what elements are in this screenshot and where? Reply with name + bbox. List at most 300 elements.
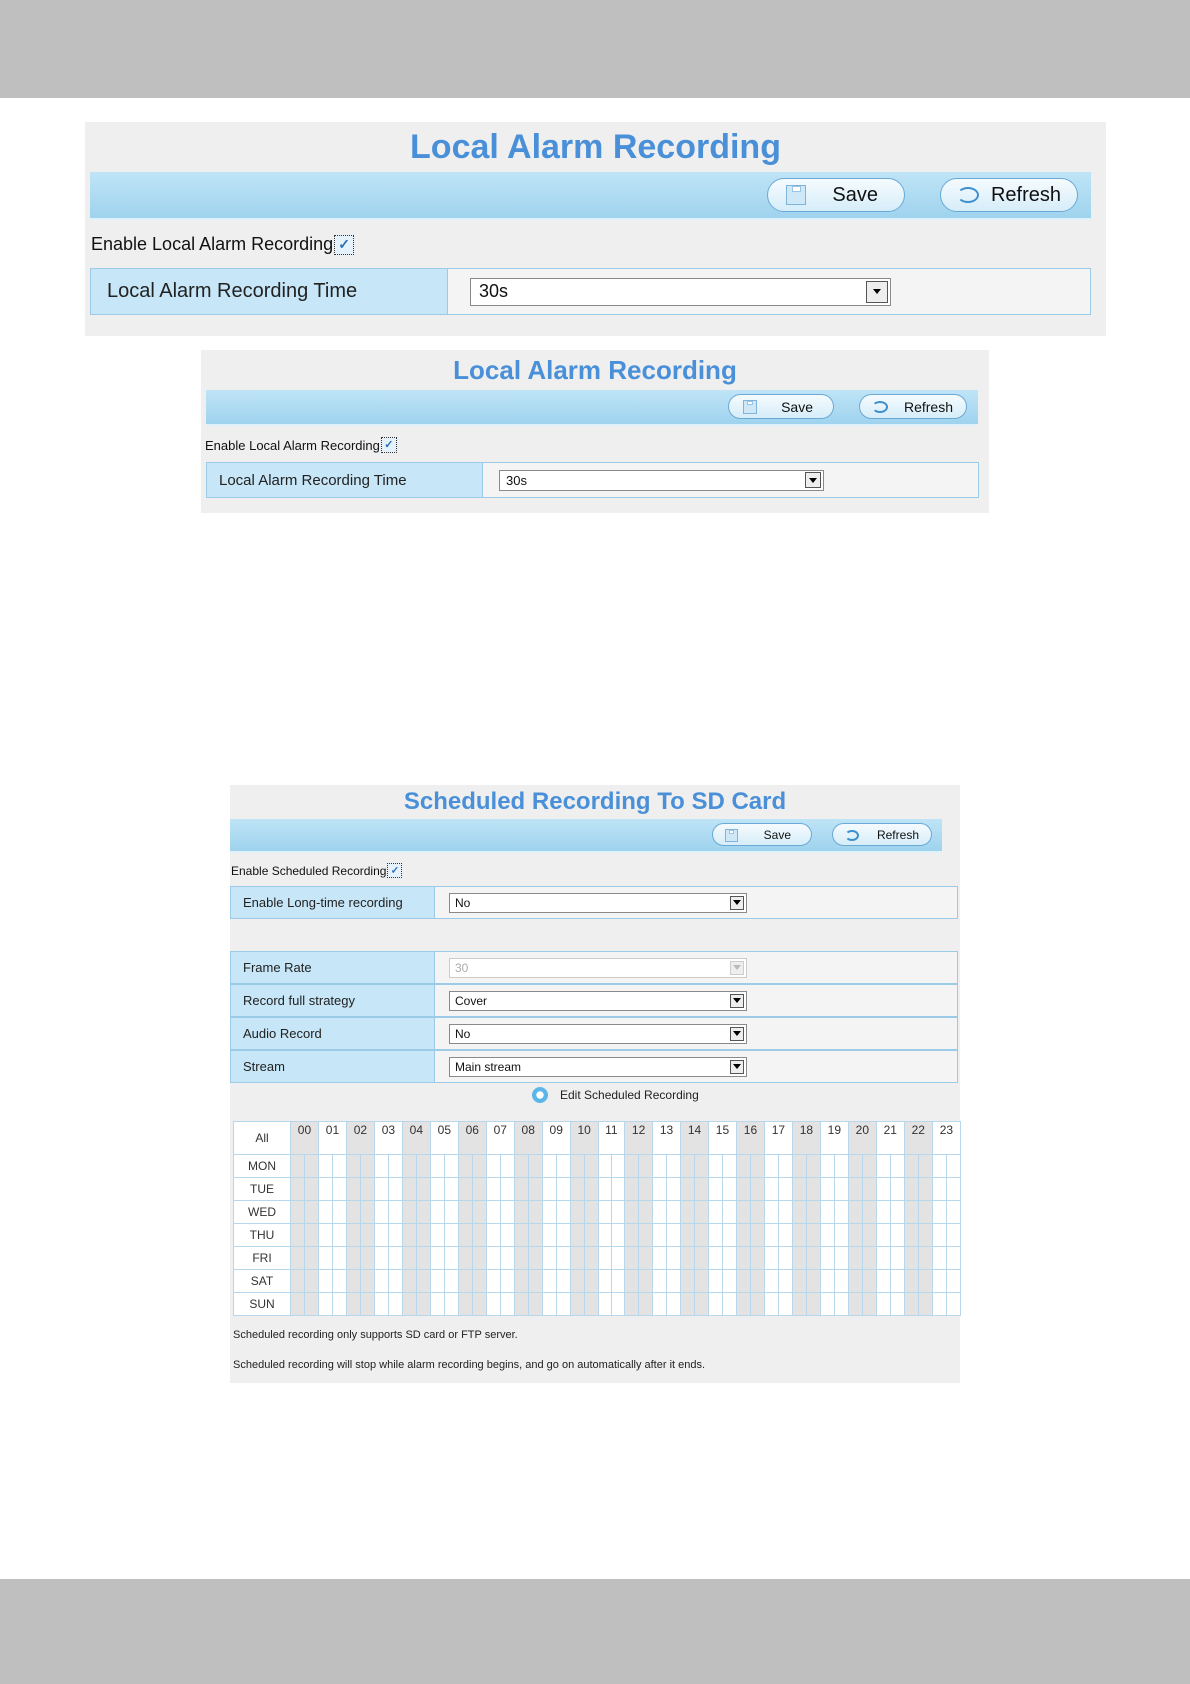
enable-checkbox[interactable] bbox=[334, 235, 354, 255]
schedule-cell[interactable] bbox=[625, 1224, 639, 1247]
schedule-cell[interactable] bbox=[820, 1270, 834, 1293]
schedule-cell[interactable] bbox=[542, 1201, 556, 1224]
schedule-cell[interactable] bbox=[653, 1247, 667, 1270]
schedule-cell[interactable] bbox=[778, 1155, 792, 1178]
schedule-cell[interactable] bbox=[876, 1155, 890, 1178]
schedule-cell[interactable] bbox=[472, 1155, 486, 1178]
schedule-cell[interactable] bbox=[890, 1293, 904, 1316]
schedule-cell[interactable] bbox=[360, 1178, 374, 1201]
schedule-cell[interactable] bbox=[318, 1293, 332, 1316]
schedule-cell[interactable] bbox=[722, 1224, 736, 1247]
hour-header[interactable]: 16 bbox=[736, 1122, 764, 1155]
schedule-cell[interactable] bbox=[681, 1247, 695, 1270]
schedule-cell[interactable] bbox=[722, 1178, 736, 1201]
schedule-cell[interactable] bbox=[695, 1201, 709, 1224]
schedule-cell[interactable] bbox=[458, 1247, 472, 1270]
schedule-cell[interactable] bbox=[444, 1178, 458, 1201]
schedule-cell[interactable] bbox=[820, 1201, 834, 1224]
schedule-cell[interactable] bbox=[932, 1270, 946, 1293]
schedule-cell[interactable] bbox=[722, 1293, 736, 1316]
schedule-cell[interactable] bbox=[806, 1247, 820, 1270]
schedule-cell[interactable] bbox=[890, 1201, 904, 1224]
schedule-cell[interactable] bbox=[625, 1201, 639, 1224]
schedule-cell[interactable] bbox=[639, 1293, 653, 1316]
schedule-cell[interactable] bbox=[862, 1224, 876, 1247]
schedule-cell[interactable] bbox=[500, 1201, 514, 1224]
schedule-cell[interactable] bbox=[876, 1224, 890, 1247]
schedule-cell[interactable] bbox=[444, 1155, 458, 1178]
schedule-cell[interactable] bbox=[514, 1224, 528, 1247]
schedule-cell[interactable] bbox=[570, 1178, 584, 1201]
schedule-cell[interactable] bbox=[360, 1201, 374, 1224]
schedule-cell[interactable] bbox=[848, 1270, 862, 1293]
schedule-cell[interactable] bbox=[862, 1178, 876, 1201]
schedule-cell[interactable] bbox=[792, 1293, 806, 1316]
schedule-cell[interactable] bbox=[374, 1178, 388, 1201]
schedule-cell[interactable] bbox=[556, 1201, 570, 1224]
schedule-cell[interactable] bbox=[598, 1293, 611, 1316]
schedule-cell[interactable] bbox=[792, 1178, 806, 1201]
schedule-cell[interactable] bbox=[639, 1178, 653, 1201]
schedule-cell[interactable] bbox=[528, 1155, 542, 1178]
schedule-cell[interactable] bbox=[611, 1224, 624, 1247]
schedule-cell[interactable] bbox=[360, 1224, 374, 1247]
chevron-down-icon[interactable] bbox=[730, 994, 744, 1008]
schedule-cell[interactable] bbox=[946, 1155, 960, 1178]
schedule-cell[interactable] bbox=[346, 1224, 360, 1247]
schedule-cell[interactable] bbox=[318, 1155, 332, 1178]
schedule-cell[interactable] bbox=[681, 1201, 695, 1224]
schedule-cell[interactable] bbox=[584, 1270, 598, 1293]
hour-header[interactable]: 20 bbox=[848, 1122, 876, 1155]
hour-header[interactable]: 09 bbox=[542, 1122, 570, 1155]
schedule-cell[interactable] bbox=[304, 1270, 318, 1293]
schedule-cell[interactable] bbox=[598, 1224, 611, 1247]
schedule-cell[interactable] bbox=[848, 1293, 862, 1316]
schedule-cell[interactable] bbox=[346, 1201, 360, 1224]
schedule-cell[interactable] bbox=[304, 1201, 318, 1224]
schedule-cell[interactable] bbox=[542, 1270, 556, 1293]
schedule-cell[interactable] bbox=[792, 1201, 806, 1224]
schedule-cell[interactable] bbox=[514, 1201, 528, 1224]
schedule-cell[interactable] bbox=[556, 1247, 570, 1270]
hour-header[interactable]: 08 bbox=[514, 1122, 542, 1155]
schedule-cell[interactable] bbox=[820, 1293, 834, 1316]
chevron-down-icon[interactable] bbox=[805, 472, 821, 488]
schedule-cell[interactable] bbox=[318, 1178, 332, 1201]
schedule-cell[interactable] bbox=[792, 1224, 806, 1247]
schedule-cell[interactable] bbox=[918, 1270, 932, 1293]
schedule-cell[interactable] bbox=[402, 1224, 416, 1247]
schedule-cell[interactable] bbox=[736, 1247, 750, 1270]
schedule-cell[interactable] bbox=[556, 1270, 570, 1293]
schedule-cell[interactable] bbox=[472, 1224, 486, 1247]
refresh-button[interactable] bbox=[832, 823, 932, 846]
recording-time-select[interactable] bbox=[470, 278, 891, 306]
schedule-cell[interactable] bbox=[291, 1270, 305, 1293]
schedule-cell[interactable] bbox=[722, 1247, 736, 1270]
schedule-cell[interactable] bbox=[667, 1155, 681, 1178]
hour-header[interactable]: 22 bbox=[904, 1122, 932, 1155]
day-label[interactable]: THU bbox=[234, 1224, 291, 1247]
audio-record-select[interactable] bbox=[449, 1024, 747, 1044]
schedule-cell[interactable] bbox=[639, 1155, 653, 1178]
schedule-cell[interactable] bbox=[862, 1270, 876, 1293]
schedule-cell[interactable] bbox=[388, 1270, 402, 1293]
schedule-cell[interactable] bbox=[542, 1247, 556, 1270]
schedule-cell[interactable] bbox=[876, 1247, 890, 1270]
schedule-cell[interactable] bbox=[890, 1247, 904, 1270]
schedule-cell[interactable] bbox=[486, 1155, 500, 1178]
schedule-cell[interactable] bbox=[946, 1247, 960, 1270]
schedule-cell[interactable] bbox=[709, 1224, 723, 1247]
schedule-cell[interactable] bbox=[834, 1270, 848, 1293]
schedule-cell[interactable] bbox=[932, 1201, 946, 1224]
schedule-cell[interactable] bbox=[667, 1178, 681, 1201]
schedule-cell[interactable] bbox=[932, 1247, 946, 1270]
schedule-cell[interactable] bbox=[542, 1293, 556, 1316]
edit-schedule-link[interactable] bbox=[532, 1087, 699, 1103]
schedule-cell[interactable] bbox=[681, 1178, 695, 1201]
schedule-cell[interactable] bbox=[736, 1270, 750, 1293]
schedule-cell[interactable] bbox=[890, 1224, 904, 1247]
schedule-cell[interactable] bbox=[806, 1201, 820, 1224]
schedule-cell[interactable] bbox=[904, 1270, 918, 1293]
day-label[interactable]: TUE bbox=[234, 1178, 291, 1201]
schedule-cell[interactable] bbox=[444, 1293, 458, 1316]
schedule-cell[interactable] bbox=[500, 1224, 514, 1247]
schedule-cell[interactable] bbox=[291, 1247, 305, 1270]
schedule-cell[interactable] bbox=[528, 1201, 542, 1224]
hour-header[interactable]: 23 bbox=[932, 1122, 960, 1155]
chevron-down-icon[interactable] bbox=[730, 1027, 744, 1041]
schedule-cell[interactable] bbox=[304, 1293, 318, 1316]
schedule-cell[interactable] bbox=[918, 1293, 932, 1316]
save-button[interactable] bbox=[728, 394, 834, 419]
schedule-cell[interactable] bbox=[625, 1178, 639, 1201]
schedule-cell[interactable] bbox=[556, 1155, 570, 1178]
hour-header[interactable]: 17 bbox=[764, 1122, 792, 1155]
schedule-cell[interactable] bbox=[304, 1247, 318, 1270]
schedule-cell[interactable] bbox=[360, 1270, 374, 1293]
schedule-cell[interactable] bbox=[750, 1293, 764, 1316]
day-label[interactable]: WED bbox=[234, 1201, 291, 1224]
schedule-cell[interactable] bbox=[388, 1155, 402, 1178]
hour-header[interactable]: 15 bbox=[709, 1122, 737, 1155]
refresh-button[interactable] bbox=[940, 178, 1078, 212]
recording-time-select[interactable] bbox=[499, 470, 824, 491]
schedule-cell[interactable] bbox=[611, 1201, 624, 1224]
schedule-cell[interactable] bbox=[876, 1178, 890, 1201]
schedule-cell[interactable] bbox=[695, 1247, 709, 1270]
schedule-cell[interactable] bbox=[918, 1178, 932, 1201]
schedule-cell[interactable] bbox=[291, 1155, 305, 1178]
schedule-cell[interactable] bbox=[486, 1201, 500, 1224]
schedule-cell[interactable] bbox=[402, 1201, 416, 1224]
chevron-down-icon[interactable] bbox=[866, 281, 888, 303]
long-time-recording-select[interactable] bbox=[449, 893, 747, 913]
all-days-cell[interactable] bbox=[234, 1122, 291, 1155]
schedule-cell[interactable] bbox=[820, 1155, 834, 1178]
schedule-cell[interactable] bbox=[514, 1178, 528, 1201]
schedule-cell[interactable] bbox=[611, 1178, 624, 1201]
schedule-cell[interactable] bbox=[862, 1155, 876, 1178]
schedule-cell[interactable] bbox=[653, 1224, 667, 1247]
schedule-cell[interactable] bbox=[332, 1201, 346, 1224]
schedule-cell[interactable] bbox=[709, 1293, 723, 1316]
schedule-cell[interactable] bbox=[332, 1247, 346, 1270]
schedule-cell[interactable] bbox=[764, 1293, 778, 1316]
hour-header[interactable]: 12 bbox=[625, 1122, 653, 1155]
schedule-cell[interactable] bbox=[876, 1270, 890, 1293]
schedule-cell[interactable] bbox=[514, 1247, 528, 1270]
schedule-cell[interactable] bbox=[750, 1201, 764, 1224]
schedule-cell[interactable] bbox=[639, 1270, 653, 1293]
schedule-cell[interactable] bbox=[388, 1178, 402, 1201]
schedule-cell[interactable] bbox=[304, 1224, 318, 1247]
schedule-cell[interactable] bbox=[862, 1247, 876, 1270]
schedule-cell[interactable] bbox=[598, 1247, 611, 1270]
schedule-cell[interactable] bbox=[542, 1178, 556, 1201]
schedule-cell[interactable] bbox=[584, 1178, 598, 1201]
save-button[interactable] bbox=[712, 823, 812, 846]
schedule-cell[interactable] bbox=[848, 1178, 862, 1201]
schedule-cell[interactable] bbox=[778, 1178, 792, 1201]
schedule-cell[interactable] bbox=[570, 1155, 584, 1178]
hour-header[interactable]: 03 bbox=[374, 1122, 402, 1155]
schedule-cell[interactable] bbox=[890, 1155, 904, 1178]
schedule-cell[interactable] bbox=[946, 1270, 960, 1293]
schedule-cell[interactable] bbox=[736, 1224, 750, 1247]
schedule-cell[interactable] bbox=[346, 1293, 360, 1316]
schedule-cell[interactable] bbox=[918, 1224, 932, 1247]
schedule-cell[interactable] bbox=[332, 1178, 346, 1201]
day-label[interactable]: FRI bbox=[234, 1247, 291, 1270]
schedule-cell[interactable] bbox=[500, 1270, 514, 1293]
schedule-cell[interactable] bbox=[430, 1178, 444, 1201]
day-label[interactable]: SUN bbox=[234, 1293, 291, 1316]
schedule-cell[interactable] bbox=[402, 1155, 416, 1178]
schedule-cell[interactable] bbox=[681, 1155, 695, 1178]
schedule-cell[interactable] bbox=[653, 1293, 667, 1316]
schedule-cell[interactable] bbox=[932, 1178, 946, 1201]
schedule-cell[interactable] bbox=[695, 1155, 709, 1178]
schedule-cell[interactable] bbox=[625, 1293, 639, 1316]
schedule-cell[interactable] bbox=[946, 1178, 960, 1201]
schedule-cell[interactable] bbox=[472, 1178, 486, 1201]
schedule-cell[interactable] bbox=[291, 1293, 305, 1316]
schedule-cell[interactable] bbox=[458, 1293, 472, 1316]
enable-checkbox[interactable] bbox=[387, 863, 402, 878]
record-full-strategy-select[interactable] bbox=[449, 991, 747, 1011]
schedule-cell[interactable] bbox=[486, 1247, 500, 1270]
schedule-cell[interactable] bbox=[430, 1224, 444, 1247]
schedule-cell[interactable] bbox=[820, 1224, 834, 1247]
schedule-cell[interactable] bbox=[556, 1178, 570, 1201]
schedule-cell[interactable] bbox=[709, 1155, 723, 1178]
schedule-cell[interactable] bbox=[374, 1224, 388, 1247]
schedule-cell[interactable] bbox=[542, 1224, 556, 1247]
schedule-cell[interactable] bbox=[486, 1224, 500, 1247]
schedule-cell[interactable] bbox=[932, 1293, 946, 1316]
schedule-cell[interactable] bbox=[291, 1224, 305, 1247]
schedule-cell[interactable] bbox=[722, 1270, 736, 1293]
schedule-cell[interactable] bbox=[416, 1201, 430, 1224]
schedule-cell[interactable] bbox=[778, 1247, 792, 1270]
schedule-cell[interactable] bbox=[709, 1270, 723, 1293]
schedule-cell[interactable] bbox=[332, 1270, 346, 1293]
schedule-cell[interactable] bbox=[695, 1293, 709, 1316]
schedule-cell[interactable] bbox=[904, 1155, 918, 1178]
schedule-cell[interactable] bbox=[472, 1201, 486, 1224]
schedule-cell[interactable] bbox=[681, 1224, 695, 1247]
schedule-cell[interactable] bbox=[876, 1293, 890, 1316]
schedule-cell[interactable] bbox=[667, 1270, 681, 1293]
schedule-cell[interactable] bbox=[681, 1293, 695, 1316]
schedule-cell[interactable] bbox=[318, 1201, 332, 1224]
schedule-cell[interactable] bbox=[444, 1224, 458, 1247]
schedule-cell[interactable] bbox=[778, 1224, 792, 1247]
schedule-cell[interactable] bbox=[806, 1178, 820, 1201]
schedule-cell[interactable] bbox=[932, 1155, 946, 1178]
schedule-cell[interactable] bbox=[932, 1224, 946, 1247]
schedule-cell[interactable] bbox=[598, 1155, 611, 1178]
hour-header[interactable]: 18 bbox=[792, 1122, 820, 1155]
schedule-cell[interactable] bbox=[430, 1247, 444, 1270]
schedule-cell[interactable] bbox=[764, 1247, 778, 1270]
schedule-cell[interactable] bbox=[820, 1247, 834, 1270]
schedule-cell[interactable] bbox=[904, 1178, 918, 1201]
hour-header[interactable]: 10 bbox=[570, 1122, 598, 1155]
schedule-cell[interactable] bbox=[556, 1224, 570, 1247]
schedule-cell[interactable] bbox=[653, 1201, 667, 1224]
schedule-cell[interactable] bbox=[764, 1155, 778, 1178]
schedule-cell[interactable] bbox=[388, 1224, 402, 1247]
schedule-cell[interactable] bbox=[848, 1224, 862, 1247]
schedule-cell[interactable] bbox=[625, 1247, 639, 1270]
day-label[interactable]: MON bbox=[234, 1155, 291, 1178]
schedule-cell[interactable] bbox=[611, 1155, 624, 1178]
schedule-cell[interactable] bbox=[653, 1178, 667, 1201]
schedule-cell[interactable] bbox=[792, 1247, 806, 1270]
schedule-cell[interactable] bbox=[514, 1293, 528, 1316]
schedule-cell[interactable] bbox=[820, 1178, 834, 1201]
schedule-cell[interactable] bbox=[834, 1247, 848, 1270]
hour-header[interactable]: 07 bbox=[486, 1122, 514, 1155]
schedule-cell[interactable] bbox=[667, 1247, 681, 1270]
hour-header[interactable]: 02 bbox=[346, 1122, 374, 1155]
schedule-cell[interactable] bbox=[416, 1178, 430, 1201]
schedule-cell[interactable] bbox=[806, 1270, 820, 1293]
hour-header[interactable]: 05 bbox=[430, 1122, 458, 1155]
schedule-cell[interactable] bbox=[444, 1201, 458, 1224]
schedule-cell[interactable] bbox=[528, 1293, 542, 1316]
schedule-cell[interactable] bbox=[848, 1247, 862, 1270]
schedule-cell[interactable] bbox=[904, 1224, 918, 1247]
schedule-cell[interactable] bbox=[862, 1293, 876, 1316]
schedule-cell[interactable] bbox=[416, 1155, 430, 1178]
schedule-cell[interactable] bbox=[806, 1293, 820, 1316]
hour-header[interactable]: 00 bbox=[291, 1122, 319, 1155]
schedule-cell[interactable] bbox=[430, 1293, 444, 1316]
schedule-cell[interactable] bbox=[611, 1270, 624, 1293]
schedule-cell[interactable] bbox=[625, 1155, 639, 1178]
schedule-cell[interactable] bbox=[486, 1270, 500, 1293]
schedule-cell[interactable] bbox=[360, 1293, 374, 1316]
schedule-cell[interactable] bbox=[402, 1293, 416, 1316]
schedule-cell[interactable] bbox=[318, 1270, 332, 1293]
hour-header[interactable]: 04 bbox=[402, 1122, 430, 1155]
schedule-cell[interactable] bbox=[946, 1201, 960, 1224]
schedule-cell[interactable] bbox=[598, 1178, 611, 1201]
schedule-cell[interactable] bbox=[402, 1270, 416, 1293]
schedule-cell[interactable] bbox=[374, 1270, 388, 1293]
schedule-cell[interactable] bbox=[542, 1155, 556, 1178]
schedule-cell[interactable] bbox=[374, 1293, 388, 1316]
schedule-cell[interactable] bbox=[834, 1293, 848, 1316]
schedule-cell[interactable] bbox=[778, 1293, 792, 1316]
schedule-cell[interactable] bbox=[667, 1293, 681, 1316]
schedule-cell[interactable] bbox=[332, 1155, 346, 1178]
schedule-cell[interactable] bbox=[472, 1293, 486, 1316]
schedule-cell[interactable] bbox=[486, 1178, 500, 1201]
schedule-cell[interactable] bbox=[458, 1201, 472, 1224]
schedule-cell[interactable] bbox=[667, 1201, 681, 1224]
schedule-cell[interactable] bbox=[750, 1155, 764, 1178]
schedule-cell[interactable] bbox=[778, 1201, 792, 1224]
schedule-cell[interactable] bbox=[570, 1224, 584, 1247]
schedule-cell[interactable] bbox=[458, 1178, 472, 1201]
schedule-cell[interactable] bbox=[918, 1155, 932, 1178]
schedule-cell[interactable] bbox=[834, 1155, 848, 1178]
schedule-cell[interactable] bbox=[639, 1247, 653, 1270]
schedule-cell[interactable] bbox=[890, 1270, 904, 1293]
schedule-cell[interactable] bbox=[346, 1270, 360, 1293]
save-button[interactable] bbox=[767, 178, 905, 212]
schedule-cell[interactable] bbox=[514, 1155, 528, 1178]
schedule-cell[interactable] bbox=[388, 1247, 402, 1270]
schedule-cell[interactable] bbox=[681, 1270, 695, 1293]
schedule-cell[interactable] bbox=[416, 1270, 430, 1293]
schedule-cell[interactable] bbox=[584, 1247, 598, 1270]
schedule-cell[interactable] bbox=[444, 1247, 458, 1270]
schedule-cell[interactable] bbox=[736, 1201, 750, 1224]
schedule-cell[interactable] bbox=[458, 1270, 472, 1293]
schedule-cell[interactable] bbox=[918, 1201, 932, 1224]
schedule-cell[interactable] bbox=[514, 1270, 528, 1293]
schedule-cell[interactable] bbox=[764, 1224, 778, 1247]
schedule-cell[interactable] bbox=[653, 1155, 667, 1178]
schedule-cell[interactable] bbox=[528, 1247, 542, 1270]
schedule-cell[interactable] bbox=[598, 1201, 611, 1224]
schedule-cell[interactable] bbox=[374, 1247, 388, 1270]
schedule-cell[interactable] bbox=[709, 1201, 723, 1224]
schedule-cell[interactable] bbox=[430, 1270, 444, 1293]
schedule-cell[interactable] bbox=[834, 1178, 848, 1201]
schedule-cell[interactable] bbox=[792, 1270, 806, 1293]
schedule-cell[interactable] bbox=[500, 1178, 514, 1201]
schedule-cell[interactable] bbox=[876, 1201, 890, 1224]
schedule-cell[interactable] bbox=[722, 1155, 736, 1178]
schedule-cell[interactable] bbox=[709, 1247, 723, 1270]
schedule-cell[interactable] bbox=[318, 1247, 332, 1270]
schedule-cell[interactable] bbox=[750, 1224, 764, 1247]
schedule-cell[interactable] bbox=[639, 1224, 653, 1247]
refresh-button[interactable] bbox=[859, 394, 967, 419]
hour-header[interactable]: 14 bbox=[681, 1122, 709, 1155]
schedule-cell[interactable] bbox=[430, 1201, 444, 1224]
schedule-cell[interactable] bbox=[416, 1247, 430, 1270]
